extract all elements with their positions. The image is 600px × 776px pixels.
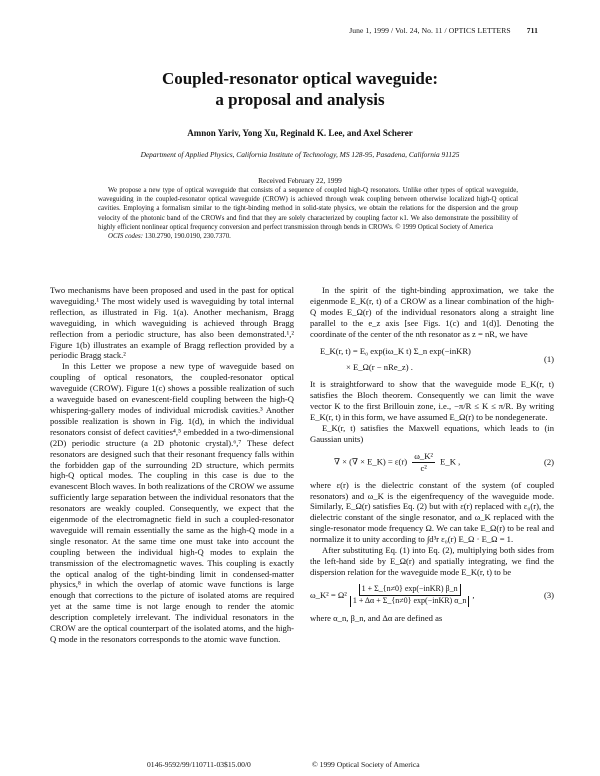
copyright-notice: © 1999 Optical Society of America — [312, 760, 420, 769]
equation-3-numerator: 1 + Σ_{n≠0} exp(−inKR) β_n — [359, 584, 461, 596]
paragraph: In this Letter we propose a new type of waveguide based on coupling of optical resonators, the coupled-resonator optical waveguide (CROW). Figure 1(c) shows a possible realization of such a waveguide based on evanescent-field coupling between the high-Q whispering-gallery modes of individual microdisk cavities.³ Another possible realization is shown in Fig. 1(d), in which the individual resonators consist of defect cavities⁴,⁵ embedded in a two-dimensional (2D) periodic structure (a 2D photonic crystal).⁶,⁷ These defect resonators are designed such that their resonant frequency falls within the forbidden gap of the surrounding 2D structure, which permits high-Q optical modes. The coupling in this case is due to the evanescent Bloch waves. In both realizations of the CROW we assume sufficiently large separation between the individual resonators that the resonators are weakly coupled. Consequently, we expect that the eigenmode of the electromagnetic field in such a coupled-resonator waveguide will remain essentially the same as the high-Q mode in a single resonator. At the same time one must take into account the coupling between the individual high-Q modes to explain the transmission of the electromagnetic waves. This coupling is exactly the optical analog of the tight-binding limit in condensed-matter physics,⁸ in which the overlap of atomic wave functions is large enough that corrections to the picture of isolated atoms are required yet at the same time is not large enough to render the atomic description completely irrelevant. The individual resonators in the CROW are the optical counterpart of the isolated atoms, and the high-Q mode in the resonators corresponds to the atomic wave function. — [50, 361, 294, 644]
abstract-text: We propose a new type of optical waveguide that consists of a sequence of coupled high-Q resonators. Unlike other types of optical waveguide, waveguiding in the coupled-resonator optical waveguide (CROW) is achieved through weak coupling between otherwise localized high-Q optical cavities. Employing a formalism similar to the tight-binding method in solid-state physics, we obtain the relations for the dispersion and the group velocity of the photonic band of the CROWs and find that they are solely characterized by coupling factor κ1. We also demonstrate the possibility of highly efficient nonlinear optical frequency conversion and perfect transmission through bends in CROWs. © 1999 Optical Society of America — [98, 187, 518, 231]
equation-2-fraction — [412, 451, 435, 474]
title-line-2: a proposal and analysis — [215, 90, 385, 109]
running-header — [349, 26, 538, 35]
paragraph: In the spirit of the tight-binding approximation, we take the eigenmode E_K(r, t) of a CROW as a linear combination of the high-Q modes E_Ω(r) of the individual resonators along a straight line parallel to the e_z axis [see Figs. 1(c) and 1(d)]. Denoting the coordinate of the center of the nth resonator as z = nR, we have — [310, 285, 554, 339]
journal-citation: June 1, 1999 / Vol. 24, No. 11 / OPTICS LETTERS — [349, 26, 511, 35]
page-number: 711 — [526, 26, 538, 35]
author-list: Amnon Yariv, Yong Xu, Reginald K. Lee, and Axel Scherer — [187, 128, 413, 138]
title-line-1: Coupled-resonator optical waveguide: — [161, 69, 439, 88]
equation-1-number: (1) — [543, 353, 554, 364]
abstract — [98, 186, 518, 241]
left-column — [50, 285, 294, 645]
paragraph: It is straightforward to show that the waveguide mode E_K(r, t) satisfies the Bloch theorem. Consequently we can limit the wave vector K to the first Brillouin zone, i.e., −π/R ≤ K ≤ π/R. By writing E_K(r, t) in this form, we have assumed E_Ω(r) to be nondegenerate. — [310, 379, 554, 423]
equation-3-end: , — [472, 589, 475, 600]
equation-3-number: (3) — [543, 589, 554, 600]
equation-3 — [310, 584, 554, 607]
equation-2-right: E_K , — [440, 456, 461, 467]
received-date: Received February 22, 1999 — [258, 176, 342, 185]
ocis-codes: 130.2790, 190.0190, 230.7370. — [144, 233, 231, 241]
equation-2-left: ∇ × (∇ × E_K) = ε(r) — [334, 456, 408, 467]
equation-1 — [310, 346, 554, 374]
equation-1-line-2: × E_Ω(r − nRe_z) . — [346, 362, 413, 373]
paragraph: where ε(r) is the dielectric constant of the system (of coupled resonators) and ω_K is the eigenfrequency of the waveguide mode. Similarly, E_Ω(r) satisfies Eq. (2) but with ε(r) replaced with ε₀(r), the dielectric constant of the single resonator, and ω_K replaced with the single-resonator mode frequency Ω. We can take E_Ω(r) to be real and normalize it to unity according to ∫d³r ε₀(r) E_Ω · E_Ω = 1. — [310, 479, 554, 545]
paragraph: where α_n, β_n, and Δα are defined as — [310, 612, 443, 623]
equation-3-denominator: 1 + Δα + Σ_{n≠0} exp(−inKR) α_n — [350, 596, 470, 607]
paragraph: After substituting Eq. (1) into Eq. (2), multiplying both sides from the left-hand side by E_Ω(r) and spatially integrating, we find the dispersion relation for the waveguide mode E_K(r, t) to be — [310, 545, 554, 577]
equation-2-number: (2) — [543, 456, 554, 467]
equation-2 — [310, 451, 554, 474]
equation-3-fraction — [350, 584, 470, 607]
affiliation: Department of Applied Physics, California Institute of Technology, MS 128-95, Pasadena, California 91125 — [140, 150, 460, 159]
equation-2-numerator: ω_K² — [414, 450, 434, 461]
equation-1-line-1: E_K(r, t) = E₀ exp(iω_K t) Σ_n exp(−inKR) — [320, 345, 471, 356]
equation-2-denominator: c² — [420, 462, 427, 473]
paper-title — [0, 68, 600, 110]
paragraph: E_K(r, t) satisfies the Maxwell equations, which leads to (in Gaussian units) — [310, 422, 554, 444]
paragraph: Two mechanisms have been proposed and used in the past for optical waveguiding.¹ The most widely used is waveguiding by total internal reflection, as illustrated in Fig. 1(a). Another mechanism, Bragg waveguiding, in which waveguiding is achieved through Bragg reflection from a periodic structure, has also been demonstrated.¹,² Figure 1(b) illustrates an example of Bragg reflection provided by a periodic Bragg stack.² — [50, 285, 294, 361]
article-code: 0146-9592/99/110711-03$15.00/0 — [147, 760, 251, 769]
ocis-label: OCIS codes: — [108, 233, 144, 241]
right-column — [310, 285, 554, 623]
equation-3-left: ω_K² = Ω² — [310, 589, 347, 600]
